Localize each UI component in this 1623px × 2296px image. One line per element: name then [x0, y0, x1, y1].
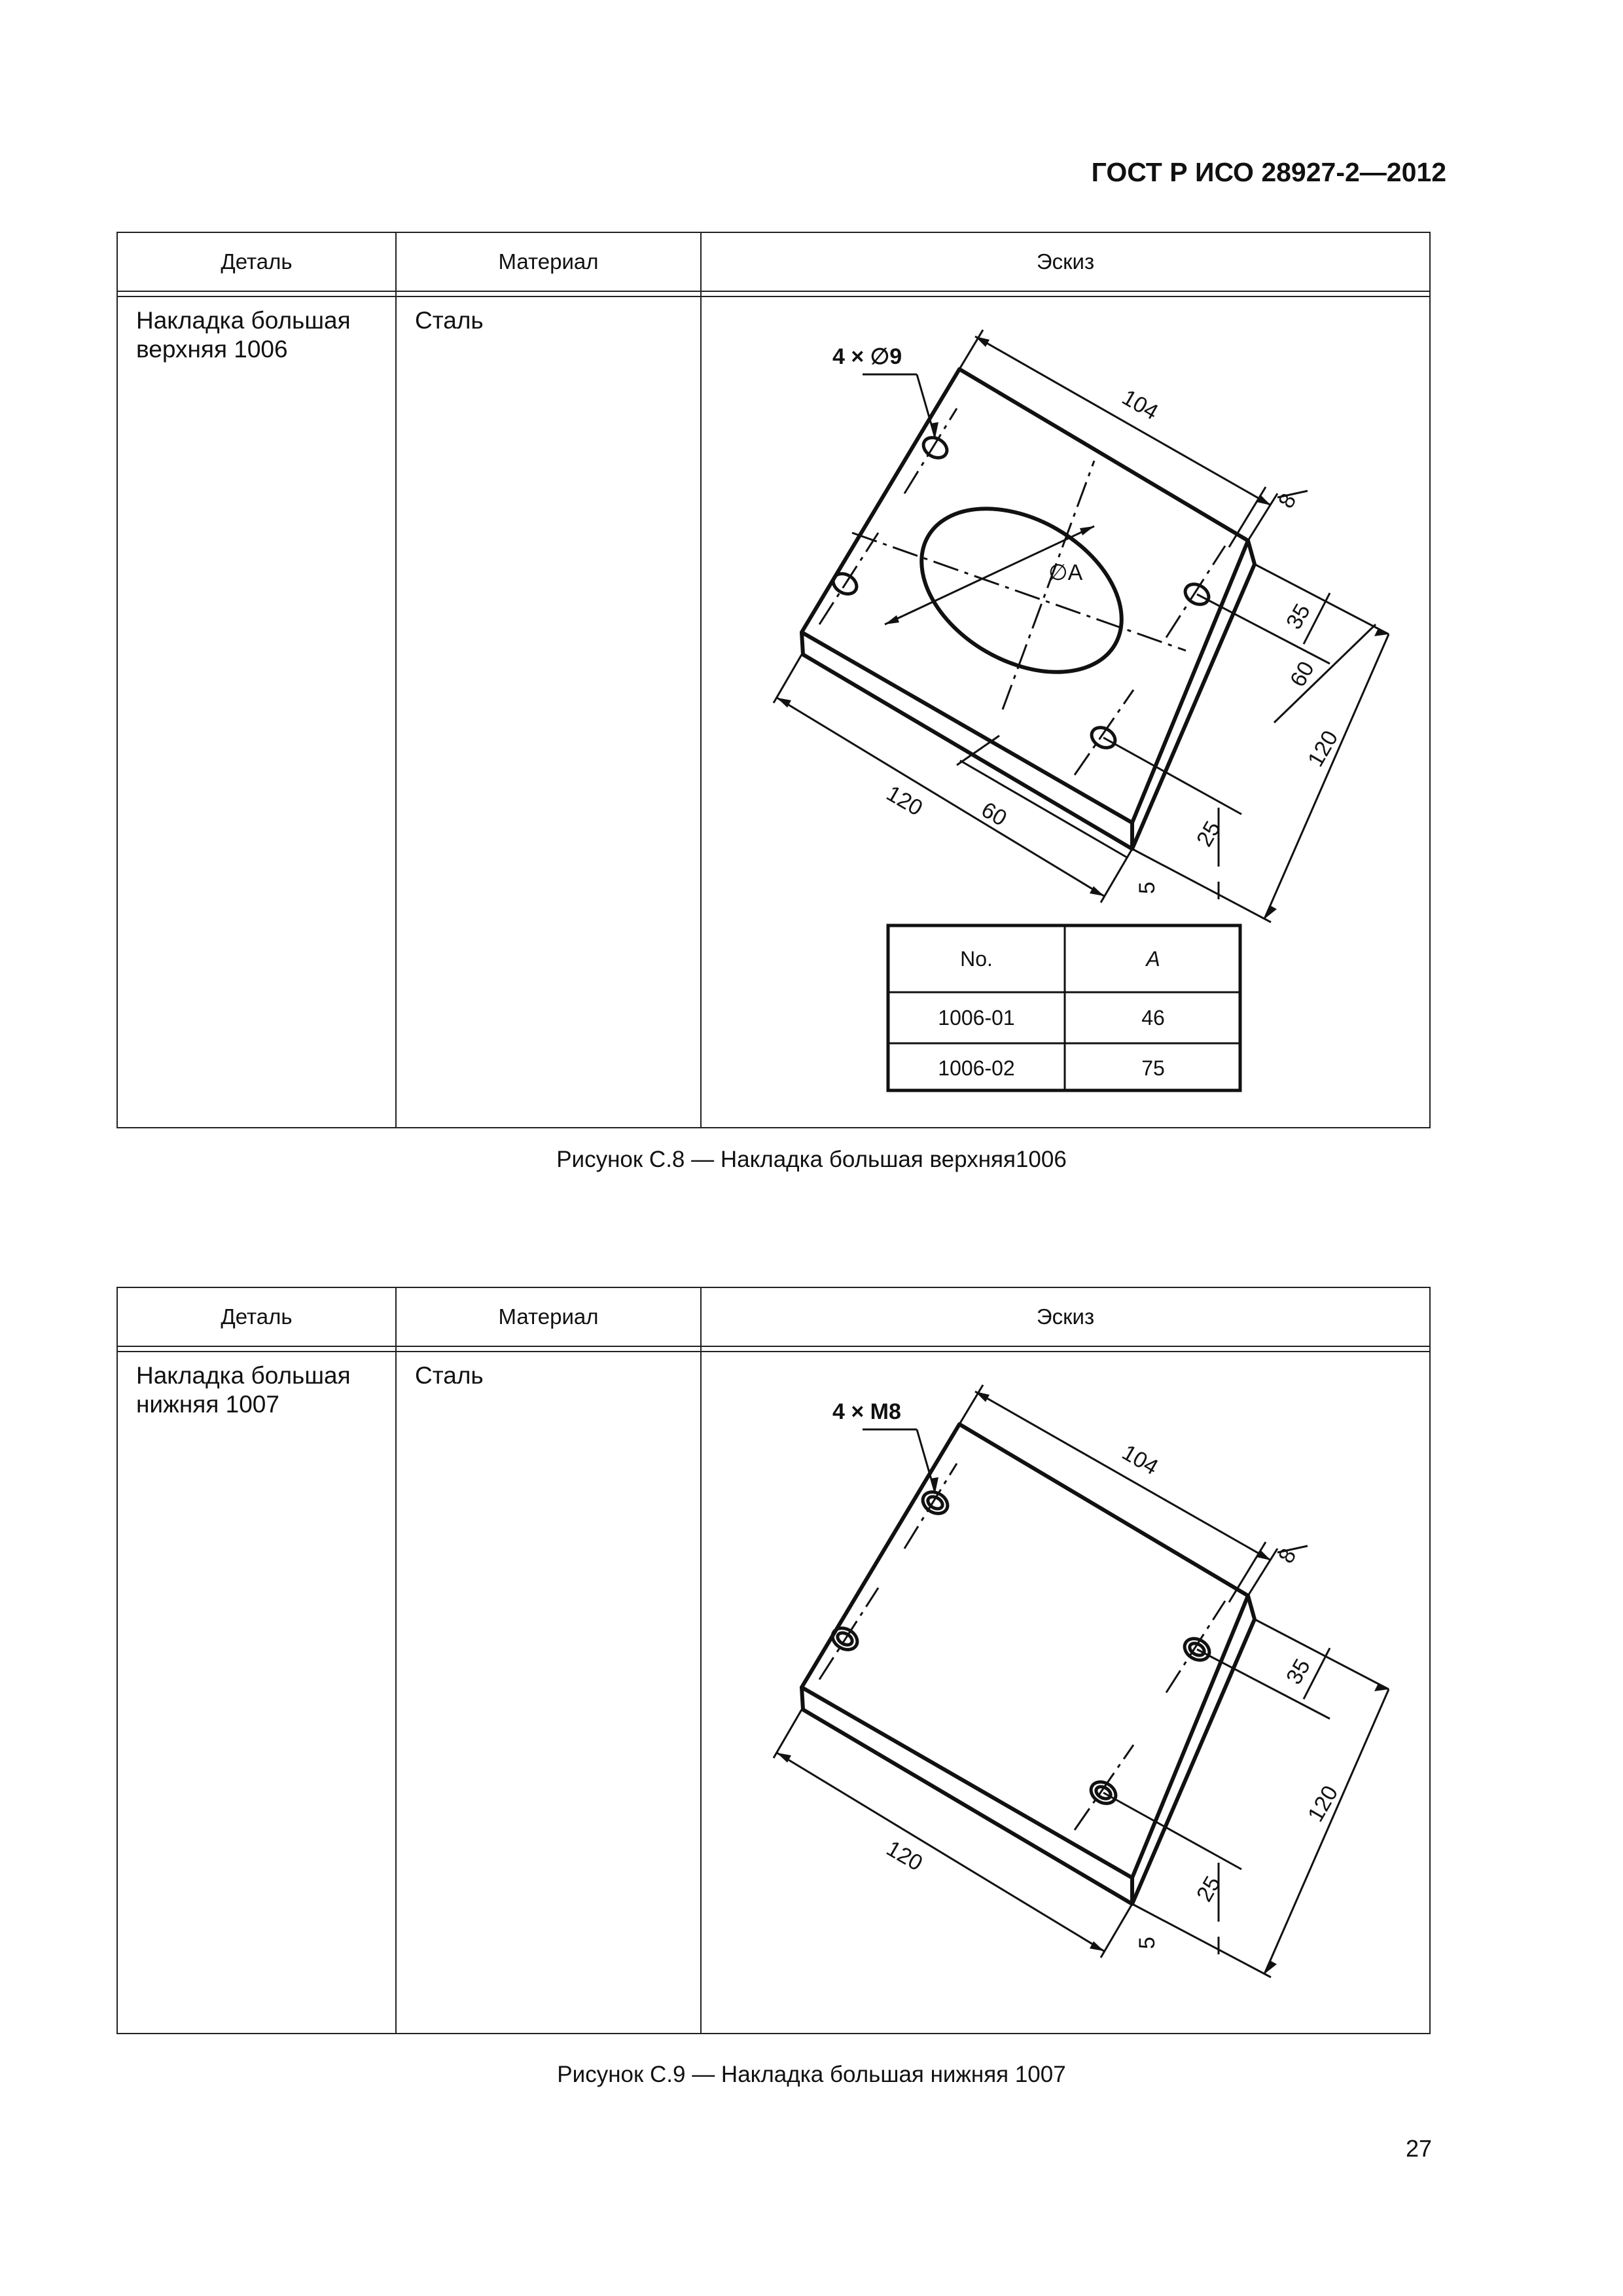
standard-code: ГОСТ Р ИСО 28927-2—2012 — [1091, 157, 1446, 187]
dim-104: 104 — [1118, 385, 1163, 425]
sketch-cell — [701, 1352, 1430, 2034]
figure-caption-c9: Рисунок С.9 — Накладка большая нижняя 1007 — [557, 2062, 1066, 2087]
variant-header-no: No. — [960, 947, 993, 971]
part-material: Сталь — [396, 296, 701, 1128]
dim-diameter-a: ∅A — [1048, 560, 1083, 585]
part-name: Накладка большая верхняя 1006 — [117, 296, 396, 1128]
dim-35: 35 — [1281, 1655, 1315, 1689]
dim-120-bottom: 120 — [882, 781, 927, 821]
variant-cell: 1006-02 — [938, 1056, 1015, 1080]
plate-sketch-1006 — [702, 297, 1431, 1127]
variant-header-a: A — [1146, 947, 1160, 971]
dim-120-right: 120 — [1303, 726, 1344, 771]
variant-cell: 46 — [1141, 1006, 1165, 1030]
plate-sketch-1007 — [702, 1352, 1431, 2033]
col-header-part: Деталь — [117, 1287, 396, 1346]
dim-8: 8 — [1274, 1544, 1302, 1568]
dim-120-bottom: 120 — [882, 1836, 927, 1876]
hole-callout: 4 × ∅9 — [832, 344, 902, 369]
col-header-sketch: Эскиз — [701, 232, 1430, 291]
col-header-material: Материал — [396, 1287, 701, 1346]
dim-5: 5 — [1135, 882, 1160, 894]
dim-25: 25 — [1192, 1872, 1226, 1906]
dim-35: 35 — [1281, 600, 1315, 634]
variant-table — [888, 925, 1240, 1090]
part-table-1006 — [116, 232, 1431, 1128]
table-row — [117, 1352, 1430, 2034]
dim-8: 8 — [1274, 489, 1302, 512]
page-number: 27 — [1405, 2135, 1432, 2162]
dim-104: 104 — [1118, 1440, 1163, 1480]
part-table-1007 — [116, 1287, 1431, 2034]
sketch-cell — [701, 296, 1430, 1128]
part-material: Сталь — [396, 1352, 701, 2034]
dim-120-right: 120 — [1303, 1781, 1344, 1826]
col-header-part: Деталь — [117, 232, 396, 291]
dim-25: 25 — [1192, 817, 1226, 851]
variant-cell: 75 — [1141, 1056, 1165, 1080]
table-row — [117, 296, 1430, 1128]
variant-cell: 1006-01 — [938, 1006, 1015, 1030]
table-header-row — [117, 1287, 1430, 1346]
dim-5: 5 — [1135, 1937, 1160, 1949]
hole-callout: 4 × M8 — [832, 1399, 901, 1424]
dim-60-bottom: 60 — [977, 797, 1011, 831]
table-header-row — [117, 232, 1430, 291]
col-header-material: Материал — [396, 232, 701, 291]
col-header-sketch: Эскиз — [701, 1287, 1430, 1346]
part-name: Накладка большая нижняя 1007 — [117, 1352, 396, 2034]
figure-caption-c8: Рисунок С.8 — Накладка большая верхняя1006 — [556, 1147, 1067, 1172]
dim-60-right: 60 — [1285, 657, 1319, 691]
